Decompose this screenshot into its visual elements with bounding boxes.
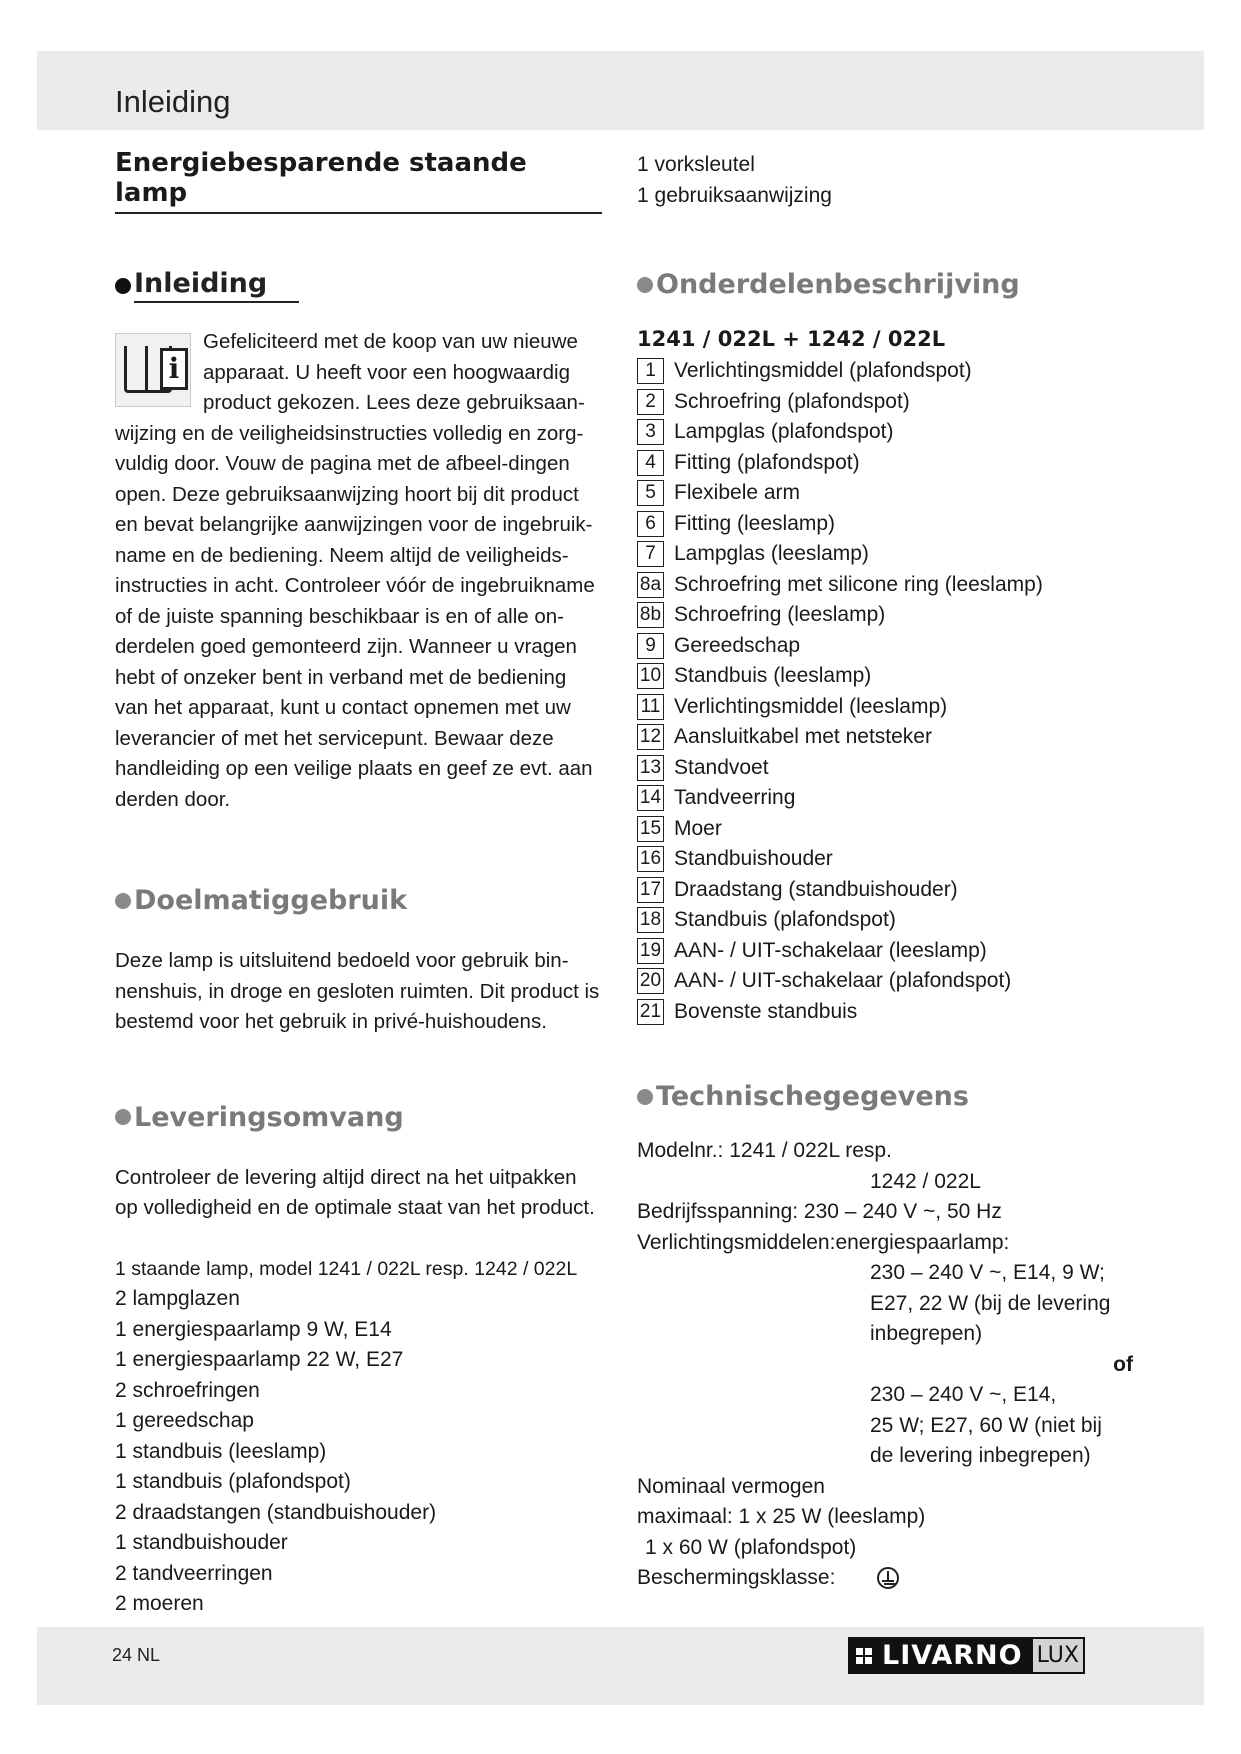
part-label: Tandveerring <box>674 786 796 809</box>
parts-list-item <box>637 722 1147 753</box>
part-number-badge: 6 <box>637 511 664 537</box>
part-label: Verlichtingsmiddel (leeslamp) <box>674 694 948 718</box>
parts-list-item <box>637 875 1147 906</box>
parts-list-item <box>637 997 1147 1028</box>
intro-text: Gefeliciteerd met de koop van uw nieuwe apparaat. U heeft voor een hoogwaardig product gekozen. Lees deze gebruiksaan-wijzing en de veiligheidsinstructies volledig en zorg-vuldig door. Vouw de pagina met de afbeel-dingen open. Deze gebruiksaanwijzing hoort bij dit product en bevat belangrijke aanwijzingen voor de ingebruik-name en de bediening. Neem altijd de veiligheids-instructies in acht. Controleer vóór de ingebruikname of de juiste spanning beschikbaar is en of alle on-derdelen goed gemonteerd zijn. Wanneer u vragen hebt of onzeker bent in verband met de bediening van het apparaat, kunt u contact opnemen met uw leverancier of met het servicepunt. Bewaar deze handleiding op een veilige plaats en geef ze evt. aan derden door. <box>115 330 595 811</box>
part-label: Schroefring (leeslamp) <box>674 603 886 626</box>
parts-list-item <box>637 356 1147 387</box>
tech-model: Modelnr.: 1241 / 022L resp. <box>637 1139 892 1162</box>
part-label: Draadstang (standbuishouder) <box>674 877 958 901</box>
section-heading-label: Leveringsomvang <box>134 1101 404 1133</box>
parts-list-item <box>637 600 1147 631</box>
part-number-badge: 12 <box>637 724 664 750</box>
parts-list-item <box>637 936 1147 967</box>
tech-lamps-line: 230 – 240 V ~, E14, <box>870 1383 1057 1406</box>
bullet-icon <box>637 1089 653 1105</box>
part-label: Aansluitkabel met netsteker <box>674 725 932 748</box>
tech-lamps-line: 230 – 240 V ~, E14, 9 W; <box>870 1261 1105 1284</box>
parts-list-item <box>637 905 1147 936</box>
part-number-badge: 19 <box>637 938 664 964</box>
section-heading-label: Technischegegevens <box>656 1081 969 1112</box>
parts-list <box>637 356 1147 1027</box>
parts-list-item <box>637 387 1147 418</box>
list-item: 2 tandveerringen <box>115 1561 273 1585</box>
parts-list-item <box>637 783 1147 814</box>
part-label: Standvoet <box>674 755 769 779</box>
tech-power-1: maximaal: 1 x 25 W (leeslamp) <box>637 1505 926 1528</box>
info-book-icon: i <box>115 333 191 407</box>
list-item: 1 standbuis (plafondspot) <box>115 1470 351 1493</box>
part-label: AAN- / UIT-schakelaar (plafondspot) <box>674 969 1012 992</box>
parts-list-item <box>637 844 1147 875</box>
tech-model-2: 1242 / 022L <box>870 1169 981 1193</box>
section-heading-label: Onderdelenbeschrijving <box>656 269 1020 300</box>
delivery-list-continued <box>637 150 1147 211</box>
intended-use-text: Deze lamp is uitsluitend bedoeld voor gebruik bin-nenshuis, in droge en gesloten ruimten. Dit product is bestemd voor het gebruik in privé-huishoudens. <box>115 949 600 1033</box>
left-column <box>115 148 605 1620</box>
part-number-badge: 7 <box>637 541 664 567</box>
part-label: Standbuishouder <box>674 847 833 870</box>
parts-list-item <box>637 753 1147 784</box>
part-number-badge: 8a <box>637 572 664 598</box>
part-label: Standbuis (leeslamp) <box>674 664 872 687</box>
part-label: Fitting (plafondspot) <box>674 450 860 474</box>
tech-voltage: Bedrijfsspanning: 230 – 240 V ~, 50 Hz <box>637 1200 1002 1223</box>
bullet-icon <box>637 277 653 293</box>
part-label: Gereedschap <box>674 633 801 657</box>
part-number-badge: 4 <box>637 450 664 476</box>
list-item: 2 moeren <box>115 1592 204 1615</box>
part-number-badge: 14 <box>637 785 664 811</box>
part-label: Moer <box>674 816 722 840</box>
brand-suffix: LUX <box>1031 1639 1083 1672</box>
part-number-badge: 2 <box>637 389 664 415</box>
part-label: Verlichtingsmiddel (plafondspot) <box>674 359 972 382</box>
parts-list-item <box>637 570 1147 601</box>
part-number-badge: 9 <box>637 633 664 659</box>
part-label: Bovenste standbuis <box>674 999 858 1023</box>
tech-power-label: Nominaal vermogen <box>637 1474 825 1498</box>
list-item: 1 standbuis (leeslamp) <box>115 1439 327 1463</box>
part-number-badge: 11 <box>637 694 664 720</box>
part-number-badge: 17 <box>637 877 664 903</box>
parts-list-item <box>637 692 1147 723</box>
section-heading-intended-use <box>115 885 605 916</box>
page-number: 24 NL <box>112 1645 161 1665</box>
part-number-badge: 15 <box>637 816 664 842</box>
tech-power-2: 1 x 60 W (plafondspot) <box>645 1535 857 1559</box>
list-item: 1 standbuishouder <box>115 1531 288 1554</box>
part-number-badge: 10 <box>637 663 664 689</box>
brand-logo <box>848 1637 1085 1674</box>
part-label: AAN- / UIT-schakelaar (leeslamp) <box>674 938 987 962</box>
tech-lamps-line: inbegrepen) <box>870 1322 983 1345</box>
section-heading-delivery <box>115 1102 605 1133</box>
part-number-badge: 16 <box>637 846 664 872</box>
parts-list-item <box>637 417 1147 448</box>
bullet-icon <box>115 893 131 909</box>
list-item: 1 gereedschap <box>115 1409 254 1432</box>
list-item: 2 draadstangen (standbuishouder) <box>115 1500 437 1524</box>
list-item: 1 staande lamp, model 1241 / 022L resp. 1242 / 022L <box>115 1257 578 1280</box>
parts-list-item <box>637 448 1147 479</box>
part-label: Fitting (leeslamp) <box>674 511 836 535</box>
part-number-badge: 13 <box>637 755 664 781</box>
list-item: 1 vorksleutel <box>637 153 755 176</box>
part-label: Schroefring met silicone ring (leeslamp) <box>674 572 1043 596</box>
delivery-text: Controleer de levering altijd direct na het uitpakken op volledigheid en de optimale staat van het product. <box>115 1165 595 1219</box>
bullet-icon <box>115 278 131 294</box>
tech-lamps-label: Verlichtingsmiddelen:energiespaarlamp: <box>637 1230 1010 1254</box>
parts-list-item <box>637 814 1147 845</box>
part-number-badge: 1 <box>637 358 664 384</box>
tech-lamps-line: de levering inbegrepen) <box>870 1444 1091 1467</box>
section-heading-parts <box>637 269 1147 300</box>
section-heading-label: Doelmatiggebruik <box>134 885 408 916</box>
tech-lamps-line: E27, 22 W (bij de levering <box>870 1291 1111 1315</box>
document-title: Energiebesparende staande lamp <box>115 148 602 214</box>
parts-list-item <box>637 631 1147 662</box>
list-item: 2 lampglazen <box>115 1287 240 1310</box>
part-label: Schroefring (plafondspot) <box>674 389 910 413</box>
tech-or: of <box>1113 1352 1133 1376</box>
parts-models: 1241 / 022L + 1242 / 022L <box>637 327 946 351</box>
tech-lamps-line: 25 W; E27, 60 W (niet bij <box>870 1413 1102 1437</box>
brand-mark-icon <box>850 1639 878 1672</box>
brand-name: LIVARNO <box>878 1639 1031 1672</box>
part-label: Standbuis (plafondspot) <box>674 908 896 931</box>
part-number-badge: 20 <box>637 968 664 994</box>
parts-list-item <box>637 478 1147 509</box>
part-number-badge: 21 <box>637 999 664 1025</box>
protective-earth-icon <box>877 1567 899 1589</box>
list-item: 1 energiespaarlamp 9 W, E14 <box>115 1317 392 1341</box>
section-heading-intro <box>115 268 605 303</box>
intro-block <box>115 327 605 815</box>
part-label: Lampglas (leeslamp) <box>674 542 869 565</box>
tech-protection <box>637 1563 1147 1594</box>
parts-list-item <box>637 509 1147 540</box>
page-header-title: Inleiding <box>115 84 231 119</box>
parts-list-item <box>637 661 1147 692</box>
part-number-badge: 18 <box>637 907 664 933</box>
right-column <box>637 150 1147 1594</box>
list-item: 2 schroefringen <box>115 1378 260 1402</box>
list-item: 1 energiespaarlamp 22 W, E27 <box>115 1348 404 1371</box>
section-heading-tech <box>637 1081 1147 1112</box>
tech-protection-label: Beschermingsklasse: <box>637 1566 836 1589</box>
part-label: Lampglas (plafondspot) <box>674 420 894 443</box>
part-number-badge: 8b <box>637 602 664 628</box>
part-number-badge: 3 <box>637 419 664 445</box>
list-item: 1 gebruiksaanwijzing <box>637 183 832 207</box>
part-label: Flexibele arm <box>674 481 801 504</box>
parts-list-item <box>637 539 1147 570</box>
section-heading-label: Inleiding <box>134 268 299 303</box>
parts-list-item <box>637 966 1147 997</box>
part-number-badge: 5 <box>637 480 664 506</box>
delivery-list <box>115 1254 605 1620</box>
tech-specs <box>637 1136 1147 1594</box>
bullet-icon <box>115 1109 131 1125</box>
